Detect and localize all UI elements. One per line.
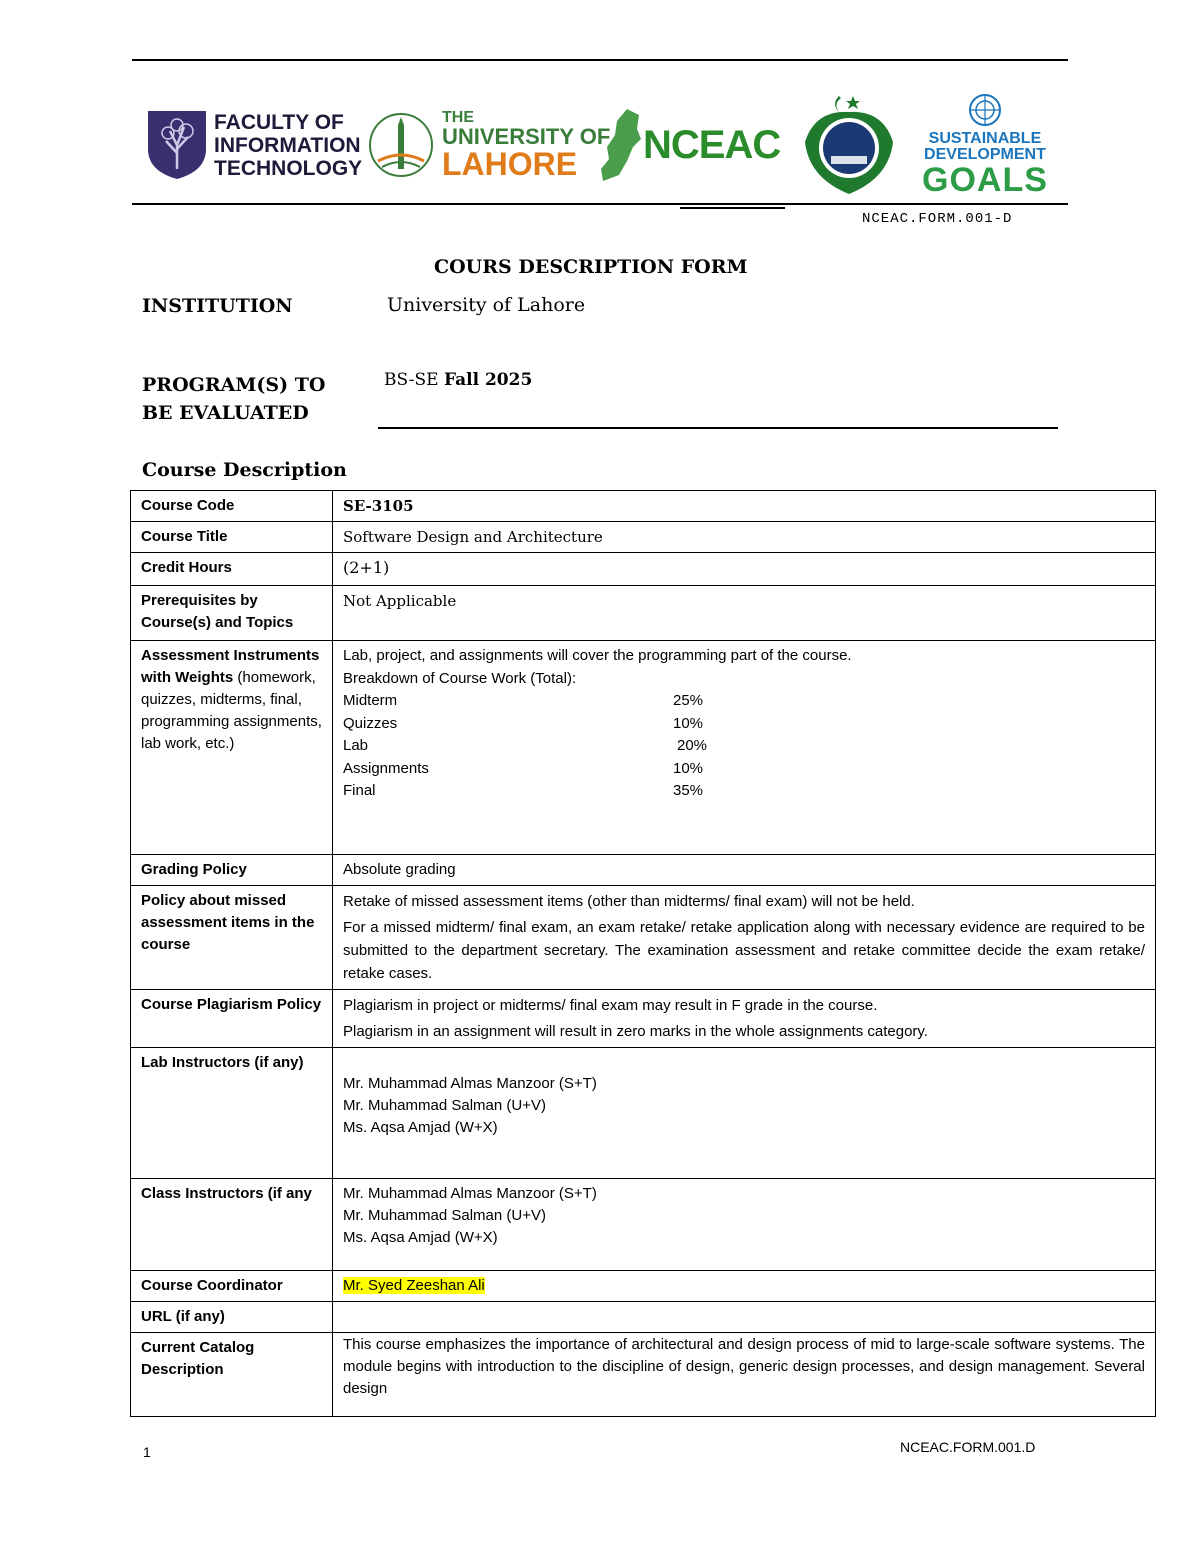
credit-hours-value: (2+1) (333, 553, 1156, 586)
row-prerequisites (131, 586, 1156, 641)
programs-label-line1: PROGRAM(S) TO (142, 374, 326, 396)
row-credit-hours (131, 553, 1156, 586)
un-globe-icon (968, 93, 1002, 127)
weight-row (343, 690, 1145, 713)
row-grading-policy (131, 855, 1156, 886)
pakistan-map-icon (597, 105, 643, 185)
minar-emblem-icon (368, 111, 434, 179)
hec-emblem-icon (795, 90, 903, 200)
row-lab-instructors (131, 1048, 1156, 1179)
programs-label (142, 371, 325, 427)
lab-instructor-name: Ms. Aqsa Amjad (W+X) (343, 1119, 498, 1136)
assessment-label-plain: (homework, quizzes, midterms, final, programming assignments, lab work, etc.) (141, 669, 322, 752)
nceac-logo-text: NCEAC (643, 122, 781, 167)
grading-policy-label: Grading Policy (131, 855, 333, 886)
section-title: Course Description (142, 459, 347, 481)
row-catalog (131, 1333, 1156, 1417)
weight-value: 25% (673, 692, 704, 709)
row-course-title (131, 522, 1156, 553)
form-code-footer: NCEAC.FORM.001.D (900, 1439, 1036, 1455)
row-class-instructors (131, 1179, 1156, 1271)
plagiarism-label: Course Plagiarism Policy (131, 990, 333, 1048)
form-title: COURS DESCRIPTION FORM (434, 256, 748, 278)
assessment-value (333, 641, 1156, 855)
institution-value: University of Lahore (387, 294, 586, 316)
weight-name: Assignments (343, 759, 429, 777)
course-code-label: Course Code (131, 491, 333, 522)
catalog-label: Current Catalog Description (131, 1333, 333, 1417)
row-assessment (131, 641, 1156, 855)
class-instructors-value (333, 1179, 1156, 1271)
uol-logo-line1: THE (442, 109, 474, 126)
weight-row (343, 735, 1145, 758)
prerequisites-label: Prerequisites by Course(s) and Topics (131, 586, 333, 641)
course-title-label: Course Title (131, 522, 333, 553)
row-url (131, 1302, 1156, 1333)
row-coordinator (131, 1271, 1156, 1302)
lab-instructors-label: Lab Instructors (if any) (131, 1048, 333, 1179)
tree-shield-icon (146, 109, 208, 181)
assessment-breakdown-title: Breakdown of Course Work (Total): (343, 669, 577, 687)
class-instructors-label: Class Instructors (if any (131, 1179, 333, 1271)
lab-instructor-name: Mr. Muhammad Almas Manzoor (S+T) (343, 1075, 597, 1092)
class-instructor-name: Ms. Aqsa Amjad (W+X) (343, 1229, 498, 1246)
coordinator-value (333, 1271, 1156, 1302)
course-title-value: Software Design and Architecture (333, 522, 1156, 553)
uol-logo (368, 90, 610, 200)
credit-hours-label: Credit Hours (131, 553, 333, 586)
missed-policy-value (333, 886, 1156, 990)
programs-underline (378, 427, 1058, 429)
row-missed-policy (131, 886, 1156, 990)
weight-name: Midterm (343, 692, 398, 709)
lab-instructors-value (333, 1048, 1156, 1179)
institution-label: INSTITUTION (142, 295, 293, 317)
weight-row (343, 758, 1145, 781)
uol-logo-line3: LAHORE (442, 146, 578, 182)
weight-name: Lab (343, 737, 369, 754)
assessment-label-bold: Assessment Instruments with Weights (141, 647, 320, 686)
weight-row (343, 780, 1145, 803)
missed-policy-line2: For a missed midterm/ final exam, an exam retake/ retake application along with necessary evidence are required to be submitted to the department secretary. The examination assessment and retake committee decide the exam retake/ retake cases. (343, 919, 1145, 982)
missed-policy-line1: Retake of missed assessment items (other than midterms/ final exam) will not be held. (343, 893, 915, 910)
missed-policy-label: Policy about missed assessment items in the course (131, 886, 333, 990)
plagiarism-line2: Plagiarism in an assignment will result in zero marks in the whole assignments category. (343, 1023, 928, 1040)
fit-logo-line2: INFORMATION (214, 133, 361, 157)
hec-logo (795, 90, 903, 200)
class-instructor-name: Mr. Muhammad Salman (U+V) (343, 1207, 546, 1224)
row-course-code (131, 491, 1156, 522)
sdg-logo-line3: GOALS (922, 161, 1048, 199)
programs-value-prefix: BS-SE (384, 370, 444, 390)
fit-logo-line1: FACULTY OF (214, 110, 344, 134)
page-number: 1 (143, 1444, 151, 1460)
course-description-table (130, 490, 1156, 1417)
weight-value: 10% (673, 759, 704, 777)
coordinator-name: Mr. Syed Zeeshan Ali (343, 1277, 485, 1294)
grading-policy-value: Absolute grading (333, 855, 1156, 886)
header-bottom-rule (132, 203, 1068, 205)
weight-value: 20% (677, 737, 708, 754)
coordinator-label: Course Coordinator (131, 1271, 333, 1302)
url-label: URL (if any) (131, 1302, 333, 1333)
fit-logo (146, 90, 362, 200)
course-code-value: SE-3105 (333, 491, 1156, 522)
fit-logo-line3: TECHNOLOGY (214, 156, 363, 180)
weight-row (343, 713, 1145, 736)
plagiarism-value (333, 990, 1156, 1048)
sdg-logo (922, 90, 1048, 200)
header-bottom-accent (680, 207, 785, 209)
sdg-logo-line1: SUSTAINABLE (928, 130, 1042, 147)
uol-logo-line2: UNIVERSITY OF (442, 124, 611, 149)
assessment-label (131, 641, 333, 855)
sdg-logo-line2: DEVELOPMENT (924, 146, 1046, 163)
class-instructor-name: Mr. Muhammad Almas Manzoor (S+T) (343, 1185, 597, 1202)
prerequisites-value: Not Applicable (333, 586, 1156, 641)
url-value (333, 1302, 1156, 1333)
assessment-intro: Lab, project, and assignments will cover the programming part of the course. (343, 647, 852, 664)
row-plagiarism (131, 990, 1156, 1048)
weight-value: 35% (673, 782, 704, 799)
programs-value (384, 370, 532, 390)
programs-value-term: Fall 2025 (443, 370, 533, 390)
nceac-logo (597, 90, 780, 200)
lab-instructor-name: Mr. Muhammad Salman (U+V) (343, 1097, 546, 1114)
weight-name: Quizzes (343, 714, 398, 732)
weight-name: Final (343, 782, 376, 799)
plagiarism-line1: Plagiarism in project or midterms/ final exam may result in F grade in the course. (343, 997, 878, 1014)
header-top-rule (132, 59, 1068, 61)
catalog-value: This course emphasizes the importance of architectural and design process of mid to large-scale software systems. The module begins with introduction to the discipline of design, generic design processes, and design management. Several design (333, 1333, 1156, 1417)
form-code-top: NCEAC.FORM.001-D (862, 211, 1013, 227)
programs-label-line2: BE EVALUATED (142, 402, 309, 424)
weight-value: 10% (673, 714, 704, 732)
